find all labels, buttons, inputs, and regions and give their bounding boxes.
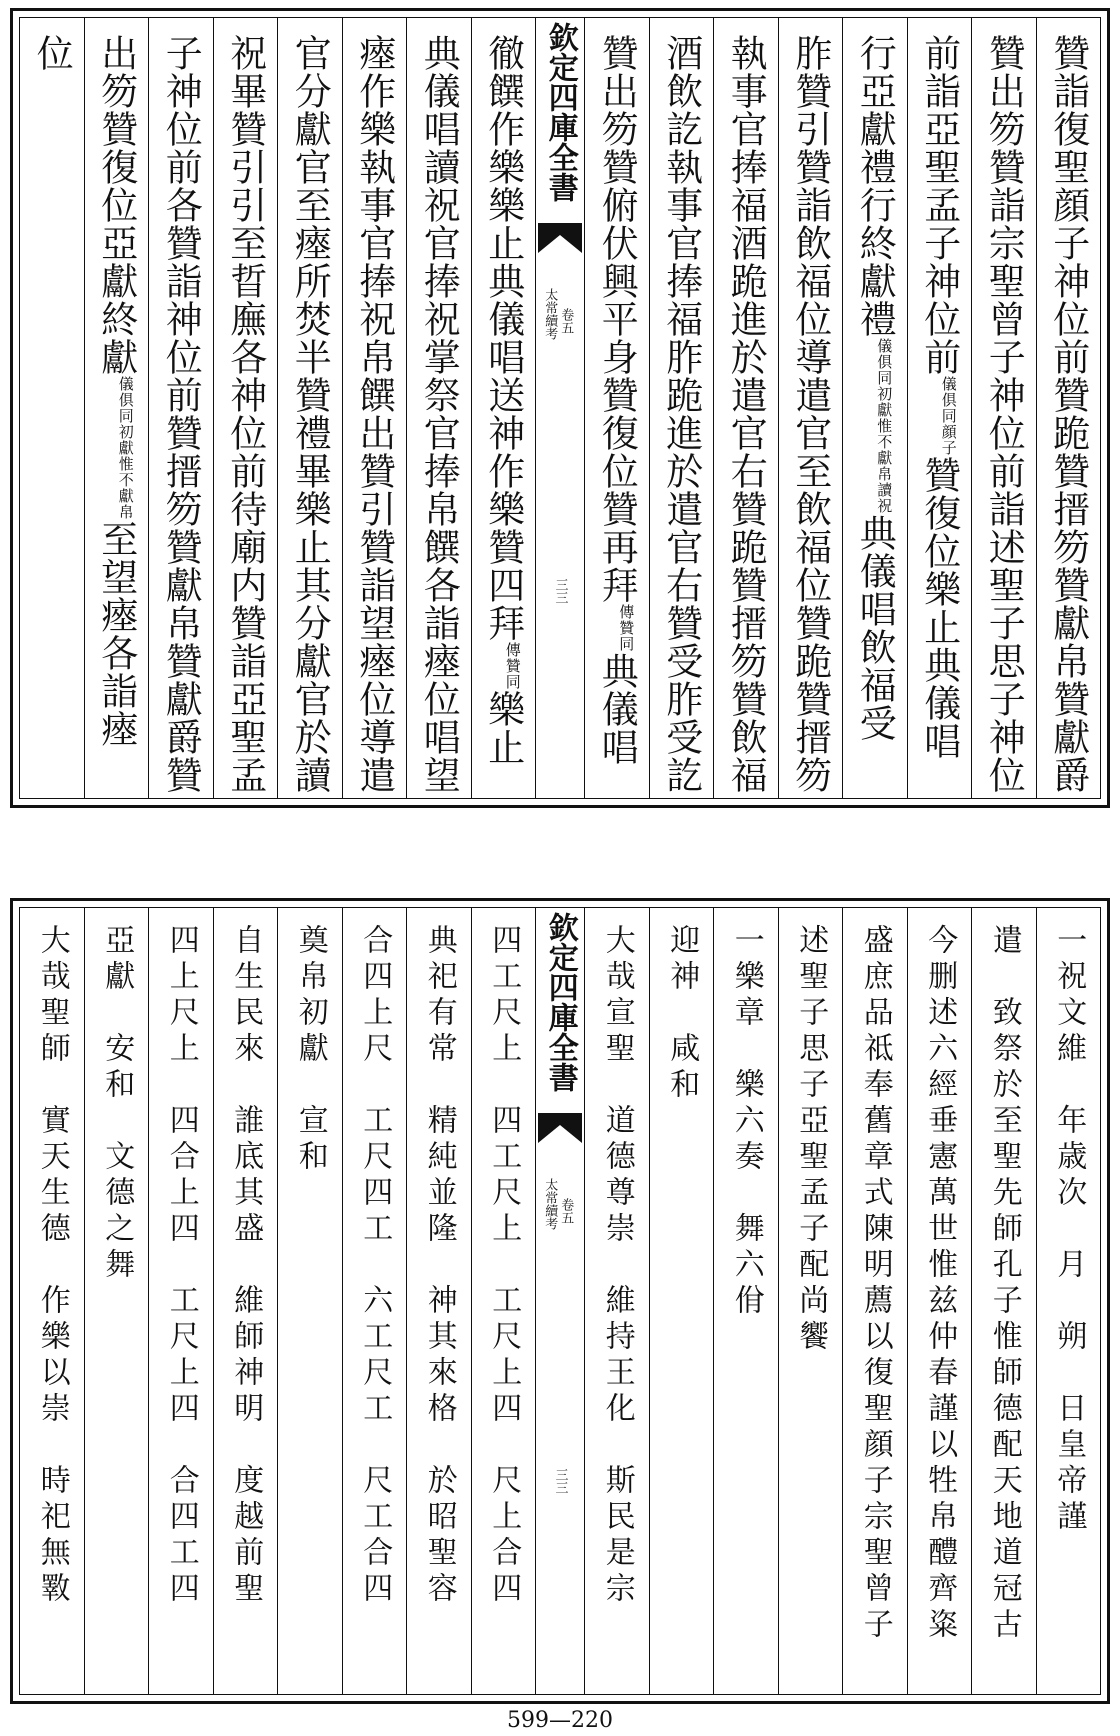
bottom-text-column — [406, 908, 471, 1694]
column-main-text: 合四上尺 工尺四工 六工尺工 尺工合四 — [357, 924, 393, 1608]
top-column-text — [223, 34, 267, 794]
top-page-frame — [19, 17, 1101, 799]
column-main-text: 自生民來 誰底其盛 維師神明 度越前聖 — [228, 924, 264, 1608]
top-column-text — [30, 34, 74, 72]
bottom-text-column — [20, 908, 84, 1694]
bottom-text-column — [907, 908, 972, 1694]
top-text-column — [842, 18, 907, 798]
top-column-text — [788, 34, 832, 794]
column-continued-text: 贊復位樂止典儀唱 — [917, 456, 961, 760]
top-text-column — [406, 18, 471, 798]
column-annotation: 儀俱同初獻惟不獻帛 — [116, 376, 135, 520]
top-book-title: 太常續考 — [542, 288, 558, 340]
top-text-column — [971, 18, 1036, 798]
column-annotation: 傳贊同 — [617, 604, 636, 652]
column-continued-text: 樂止 — [481, 690, 525, 766]
column-main-text: 贊詣復聖顔子神位前贊跪贊搢笏贊獻帛贊獻爵 — [1046, 34, 1090, 794]
bottom-text-column — [342, 908, 407, 1694]
bottom-column-text — [793, 924, 829, 1356]
column-main-text: 前詣亞聖孟子神位前 — [917, 34, 961, 376]
top-column-text — [917, 34, 961, 760]
top-column-text — [724, 34, 768, 794]
top-text-column — [471, 18, 536, 798]
top-text-column — [907, 18, 972, 798]
column-main-text: 胙贊引贊詣飲福位導遣官至飲福位贊跪贊搢笏 — [788, 34, 832, 794]
column-main-text: 一祝文維 年歳次 月 朔 日皇帝謹 — [1051, 924, 1087, 1536]
top-column-text — [1046, 34, 1090, 794]
top-text-column — [713, 18, 778, 798]
bottom-text-column — [471, 908, 536, 1694]
bottom-page-frame — [19, 907, 1101, 1695]
bottom-column-text — [922, 924, 958, 1644]
bottom-book-title: 太常續考 — [542, 1178, 558, 1230]
column-main-text: 亞獻 安和 文德之舞 — [99, 924, 135, 1284]
page-footer-number: 599—220 — [507, 1708, 613, 1733]
column-main-text: 述聖子思子亞聖孟子配尚饗 — [793, 924, 829, 1356]
bottom-column-text — [34, 924, 70, 1608]
bottom-column-text — [728, 924, 764, 1320]
top-series-title: 欽定四庫全書 — [542, 22, 578, 202]
top-text-column — [778, 18, 843, 798]
column-main-text: 贊出笏贊詣宗聖曾子神位前詣述聖子思子神位 — [982, 34, 1026, 794]
bottom-text-column — [778, 908, 843, 1694]
top-text-column — [277, 18, 342, 798]
column-main-text: 位 — [30, 34, 74, 72]
column-main-text: 官分獻官至瘞所焚半贊禮畢樂止其分獻官於讀 — [288, 34, 332, 794]
bottom-column-text — [163, 924, 199, 1608]
top-page-columns — [20, 18, 1100, 798]
column-main-text: 徹饌作樂樂止典儀唱送神作樂贊四拜 — [481, 34, 525, 642]
top-text-column — [1036, 18, 1101, 798]
bottom-fishtail-mark-icon — [538, 1113, 582, 1143]
column-main-text: 祝畢贊引引至晢廡各神位前待廟内贊詣亞聖孟 — [223, 34, 267, 794]
bottom-series-title: 欽定四庫全書 — [542, 912, 578, 1092]
column-main-text: 迎神 咸和 — [664, 924, 700, 1104]
column-main-text: 一樂章 樂六奏 舞六佾 — [728, 924, 764, 1320]
bottom-text-column — [584, 908, 649, 1694]
top-page-number: 三三 — [552, 578, 568, 604]
column-main-text: 大哉聖師 實天生德 作樂以崇 時祀無斁 — [34, 924, 70, 1608]
top-column-text — [94, 34, 138, 748]
bottom-column-text — [292, 924, 328, 1176]
top-column-text — [288, 34, 332, 794]
column-main-text: 贊出笏贊俯伏興平身贊復位贊再拜 — [595, 34, 639, 604]
column-main-text: 盛庶品祗奉舊章式陳明薦以復聖顔子宗聖曾子 — [857, 924, 893, 1644]
bottom-column-text — [664, 924, 700, 1104]
column-main-text: 子神位前各贊詣神位前贊搢笏贊獻帛贊獻爵贊 — [159, 34, 203, 794]
bottom-column-text — [599, 924, 635, 1608]
top-column-text — [481, 34, 525, 766]
top-text-column — [213, 18, 278, 798]
column-annotation: 儀俱同顔子 — [939, 376, 958, 456]
column-annotation: 儀俱同初獻惟不獻帛讀祝 — [875, 338, 894, 514]
bottom-text-column — [842, 908, 907, 1694]
top-text-column — [20, 18, 84, 798]
column-main-text: 典儀唱讀祝官捧祝掌祭官捧帛饌各詣瘞位唱望 — [417, 34, 461, 794]
column-continued-text: 典儀唱 — [595, 652, 639, 766]
bottom-text-column — [1036, 908, 1101, 1694]
top-column-text — [595, 34, 639, 766]
column-continued-text: 典儀唱飲福受 — [853, 514, 897, 742]
column-main-text: 行亞獻禮行終獻禮 — [853, 34, 897, 338]
column-main-text: 瘞作樂執事官捧祝帛饌出贊引贊詣望瘞位導遣 — [352, 34, 396, 794]
top-column-text — [982, 34, 1026, 794]
top-text-column — [584, 18, 649, 798]
bottom-text-column — [277, 908, 342, 1694]
column-main-text: 四上尺上 四合上四 工尺上四 合四工四 — [163, 924, 199, 1608]
top-page — [10, 8, 1110, 808]
bottom-page-columns — [20, 908, 1100, 1694]
top-fishtail-mark-icon — [538, 223, 582, 253]
column-annotation: 傳贊同 — [503, 642, 522, 690]
bottom-spine — [535, 908, 584, 1694]
bottom-text-column — [213, 908, 278, 1694]
top-column-text — [159, 34, 203, 794]
bottom-column-text — [357, 924, 393, 1608]
bottom-column-text — [99, 924, 135, 1284]
bottom-text-column — [971, 908, 1036, 1694]
column-main-text: 典祀有常 精純並隆 神其來格 於昭聖容 — [421, 924, 457, 1608]
top-spine — [535, 18, 584, 798]
top-volume: 卷五 — [558, 308, 574, 334]
bottom-page-number: 三三 — [552, 1468, 568, 1494]
column-main-text: 奠帛初獻 宣和 — [292, 924, 328, 1176]
top-text-column — [649, 18, 714, 798]
bottom-column-text — [421, 924, 457, 1608]
bottom-text-column — [148, 908, 213, 1694]
column-main-text: 遣 致祭於至聖先師孔子惟師德配天地道冠古 — [986, 924, 1022, 1644]
bottom-column-text — [486, 924, 522, 1608]
bottom-text-column — [713, 908, 778, 1694]
bottom-page — [10, 898, 1110, 1704]
bottom-text-column — [649, 908, 714, 1694]
column-main-text: 出笏贊復位亞獻終獻 — [94, 34, 138, 376]
bottom-column-text — [1051, 924, 1087, 1536]
top-column-text — [352, 34, 396, 794]
bottom-column-text — [986, 924, 1022, 1644]
column-continued-text: 至望瘞各詣瘞 — [94, 520, 138, 748]
top-column-text — [659, 34, 703, 794]
top-column-text — [853, 34, 897, 742]
column-main-text: 執事官捧福酒跪進於遣官右贊跪贊搢笏贊飲福 — [724, 34, 768, 794]
bottom-volume: 卷五 — [558, 1198, 574, 1224]
top-column-text — [417, 34, 461, 794]
bottom-text-column — [84, 908, 149, 1694]
top-text-column — [342, 18, 407, 798]
top-text-column — [84, 18, 149, 798]
bottom-column-text — [228, 924, 264, 1608]
bottom-column-text — [857, 924, 893, 1644]
column-main-text: 大哉宣聖 道德尊崇 維持王化 斯民是宗 — [599, 924, 635, 1608]
column-main-text: 今删述六經垂憲萬世惟兹仲春謹以牲帛醴齊粢 — [922, 924, 958, 1644]
top-text-column — [148, 18, 213, 798]
column-main-text: 四工尺上 四工尺上 工尺上四 尺上合四 — [486, 924, 522, 1608]
column-main-text: 酒飲訖執事官捧福胙跪進於遣官右贊受胙受訖 — [659, 34, 703, 794]
